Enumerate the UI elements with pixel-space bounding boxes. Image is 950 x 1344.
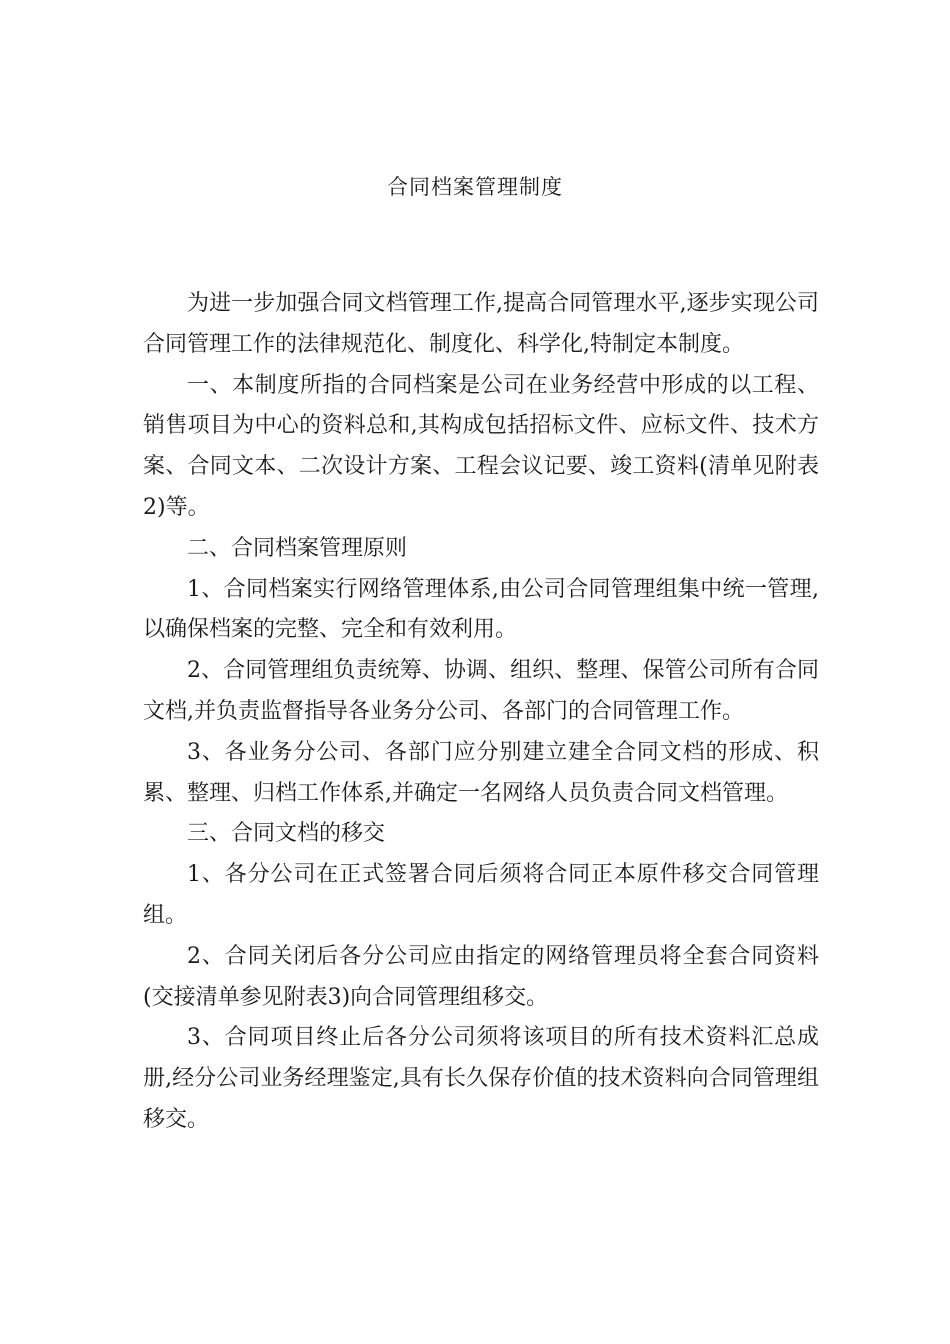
- paragraph-3-1: 1、各分公司在正式签署合同后须将合同正本原件移交合同管理组。: [143, 862, 819, 928]
- heading-section-3: 三、合同文档的移交: [187, 821, 386, 847]
- paragraph-2-2: 2、合同管理组负责统筹、协调、组织、整理、保管公司所有合同文档,并负责监督指导各业务分公司、各部门的合同管理工作。: [143, 658, 819, 724]
- paragraph-intro: 为进一步加强合同文档管理工作,提高合同管理水平,逐步实现公司合同管理工作的法律规范化、制度化、科学化,特制定本制度。: [143, 291, 819, 357]
- paragraph-3-3: 3、合同项目终止后各分公司须将该项目的所有技术资料汇总成册,经分公司业务经理鉴定,具有长久保存价值的技术资料向合同管理组移交。: [143, 1025, 819, 1132]
- paragraph-3-2: 2、合同关闭后各分公司应由指定的网络管理员将全套合同资料(交接清单参见附表3)向合同管理组移交。: [143, 943, 819, 1010]
- paragraph-2-1: 1、合同档案实行网络管理体系,由公司合同管理组集中统一管理,以确保档案的完整、完全和有效利用。: [143, 576, 819, 643]
- paragraph-section-1: 一、本制度所指的合同档案是公司在业务经营中形成的以工程、销售项目为中心的资料总和,其构成包括招标文件、应标文件、技术方案、合同文本、二次设计方案、工程会议记要、竣工资料(清单见附表2)等。: [143, 372, 819, 520]
- heading-section-2: 二、合同档案管理原则: [187, 535, 408, 561]
- paragraph-2-3: 3、各业务分公司、各部门应分别建立建全合同文档的形成、积累、整理、归档工作体系,并确定一名网络人员负责合同文档管理。: [143, 739, 819, 806]
- document-title: 合同档案管理制度: [387, 175, 563, 199]
- document-body: [143, 284, 819, 1141]
